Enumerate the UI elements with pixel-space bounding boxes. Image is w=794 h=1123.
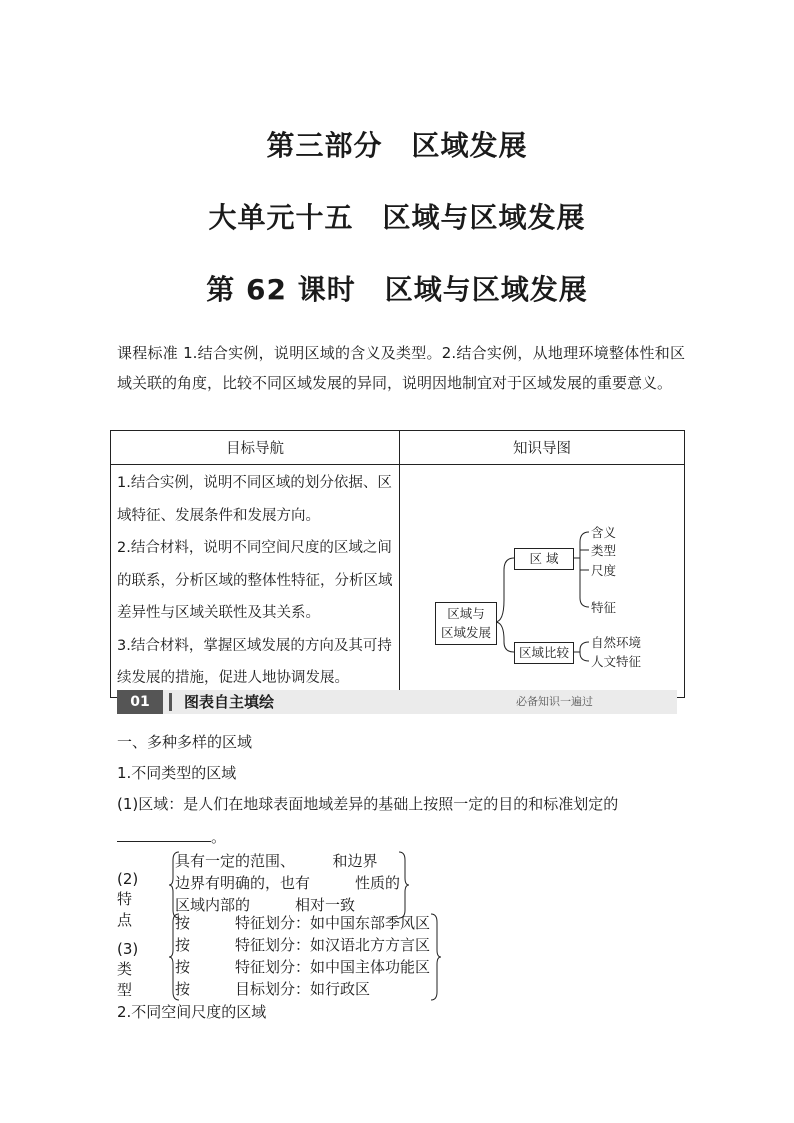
feature-line-2: 边界有明确的，也有 性质的	[175, 874, 401, 892]
features-label: (2)特点	[117, 870, 139, 929]
feature-line-1: 具有一定的范围、 和边界	[175, 852, 378, 870]
goal-item-2: 2.结合材料，说明不同空间尺度的区域之间的联系，分析区域的整体性特征，分析区域差异性与区域关联性及其关系。	[117, 540, 393, 621]
map-leaf-human: 人文特征	[591, 653, 642, 669]
map-leaf-type: 类型	[591, 542, 617, 558]
section-number: 01	[117, 690, 163, 714]
feature-line-3: 区域内部的 相对一致	[175, 896, 356, 914]
map-leaf-scale: 尺度	[591, 562, 617, 578]
right-brace-icon	[397, 850, 409, 920]
lesson-title: 第 62 课时 区域与区域发展	[206, 273, 588, 306]
goal-table	[110, 430, 685, 698]
subheading-region-types: 1.不同类型的区域	[117, 764, 237, 782]
type-line-4: 按 目标划分：如行政区	[175, 980, 371, 998]
map-root: 区域与 区域发展	[435, 602, 497, 645]
subheading-spatial-scale: 2.不同空间尺度的区域	[117, 1003, 267, 1021]
types-label: (3)类型	[117, 940, 139, 999]
goal-header: 目标导航	[111, 431, 400, 465]
region-definition: (1)区域：是人们在地球表面地域差异的基础上按照一定的目的和标准划定的	[117, 795, 619, 813]
fill-blank	[117, 825, 211, 842]
features-list	[175, 850, 400, 916]
section-banner	[117, 690, 677, 714]
goal-item-3: 3.结合材料，掌握区域发展的方向及其可持续发展的措施，促进人地协调发展。	[117, 637, 392, 686]
part-title: 第三部分 区域发展	[266, 129, 528, 162]
type-line-3: 按 特征划分：如中国主体功能区	[175, 958, 431, 976]
map-leaf-natural: 自然环境	[591, 634, 642, 650]
type-line-2: 按 特征划分：如汉语北方方言区	[175, 936, 431, 954]
map-branch-comparison: 区域比较	[514, 642, 574, 664]
map-leaf-meaning: 含义	[591, 524, 617, 540]
knowledge-map-header: 知识导图	[400, 431, 685, 465]
right-brace-icon	[429, 912, 441, 1002]
map-leaf-feature: 特征	[591, 599, 617, 615]
section-divider	[169, 693, 172, 711]
section-title: 图表自主填绘	[184, 693, 275, 711]
type-line-1: 按 特征划分：如中国东部季风区	[175, 914, 431, 932]
curriculum-standard: 课程标准 1.结合实例，说明区域的含义及类型。2.结合实例，从地理环境整体性和区域关联的角度，比较不同区域发展的异同，说明因地制宜对于区域发展的重要意义。	[117, 344, 685, 392]
region-definition-end: 。	[117, 825, 226, 847]
heading-diverse-regions: 一、多种多样的区域	[117, 733, 253, 751]
types-list	[175, 912, 430, 1000]
unit-title: 大单元十五 区域与区域发展	[208, 201, 586, 234]
goal-item-1: 1.结合实例，说明不同区域的划分依据、区域特征、发展条件和发展方向。	[117, 475, 392, 524]
section-subtitle: 必备知识一遍过	[516, 695, 593, 708]
knowledge-map	[400, 470, 684, 692]
knowledge-map-cell	[400, 465, 685, 698]
map-branch-region: 区 域	[514, 548, 574, 570]
goal-cell	[111, 465, 400, 698]
